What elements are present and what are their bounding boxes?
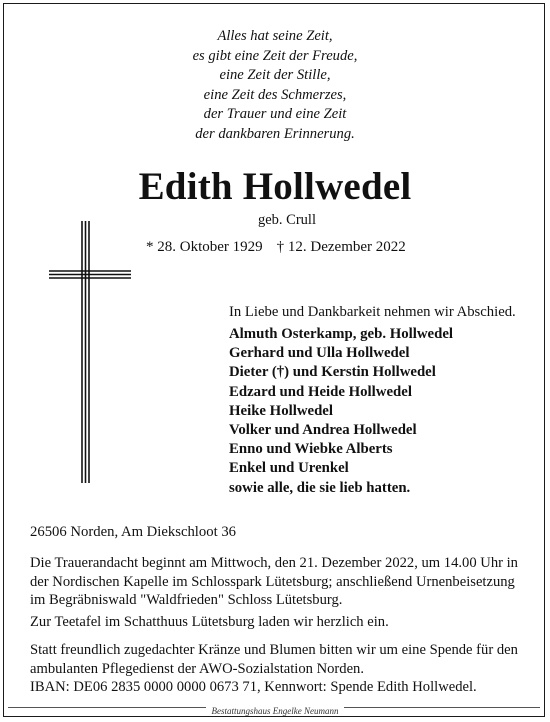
address: 26506 Norden, Am Diekschloot 36	[30, 524, 237, 540]
mourner: Gerhard und Ulla Hollwedel	[229, 345, 410, 362]
mourner: Edzard und Heide Hollwedel	[229, 383, 412, 400]
tea-line: Zur Teetafel im Schatthuus Lütetsburg laden wir herzlich ein.	[30, 614, 389, 630]
poem-line: der Trauer und eine Zeit	[203, 106, 347, 123]
poem-line: eine Zeit der Stille,	[219, 67, 331, 84]
farewell-text: In Liebe und Dankbarkeit nehmen wir Abschied.	[229, 304, 516, 320]
mourner: Heike Hollwedel	[229, 402, 333, 419]
mourners-list	[229, 325, 453, 498]
cross-icon	[49, 221, 131, 483]
service-line: im Begräbniswald "Waldfrieden" Schloss Lütetsburg.	[30, 592, 343, 608]
mourner: Enno und Wiebke Alberts	[229, 441, 393, 458]
poem-line: es gibt eine Zeit der Freude,	[192, 47, 358, 64]
donation-line: ambulanten Pflegedienst der AWO-Sozialstation Norden.	[30, 660, 364, 677]
funeral-home-credit: Bestattungshaus Engelke Neumann	[206, 706, 345, 716]
poem-line: der dankbaren Erinnerung.	[195, 125, 355, 142]
deceased-name: Edith Hollwedel	[138, 165, 412, 208]
mourner: Dieter (†) und Kerstin Hollwedel	[229, 364, 436, 381]
mourner: sowie alle, die sie lieb hatten.	[229, 479, 411, 496]
mourner: Enkel und Urenkel	[229, 460, 349, 477]
mourner: Almuth Osterkamp, geb. Hollwedel	[229, 326, 454, 342]
maiden-name: geb. Crull	[258, 212, 316, 228]
mourner: Volker und Andrea Hollwedel	[229, 422, 417, 439]
service-info	[30, 554, 530, 610]
life-dates	[146, 239, 406, 256]
death-date: † 12. Dezember 2022	[276, 239, 406, 255]
footer	[0, 701, 550, 719]
donation-line: Statt freundlich zugedachter Kränze und Blumen bitten wir um eine Spende für den	[30, 642, 518, 658]
poem	[0, 27, 550, 145]
donation-request	[30, 641, 530, 697]
birth-date: * 28. Oktober 1929	[146, 239, 263, 255]
donation-line: IBAN: DE06 2835 0000 0000 0673 71, Kennwort: Spende Edith Hollwedel.	[30, 679, 477, 695]
service-line: Die Trauerandacht beginnt am Mittwoch, den 21. Dezember 2022, um 14.00 Uhr in	[30, 555, 518, 571]
poem-line: eine Zeit des Schmerzes,	[203, 86, 347, 103]
service-line: der Nordischen Kapelle im Schlosspark Lütetsburg; anschließend Urnenbeisetzung	[30, 573, 515, 590]
poem-line: Alles hat seine Zeit,	[217, 28, 333, 44]
tea-invitation	[30, 613, 530, 632]
